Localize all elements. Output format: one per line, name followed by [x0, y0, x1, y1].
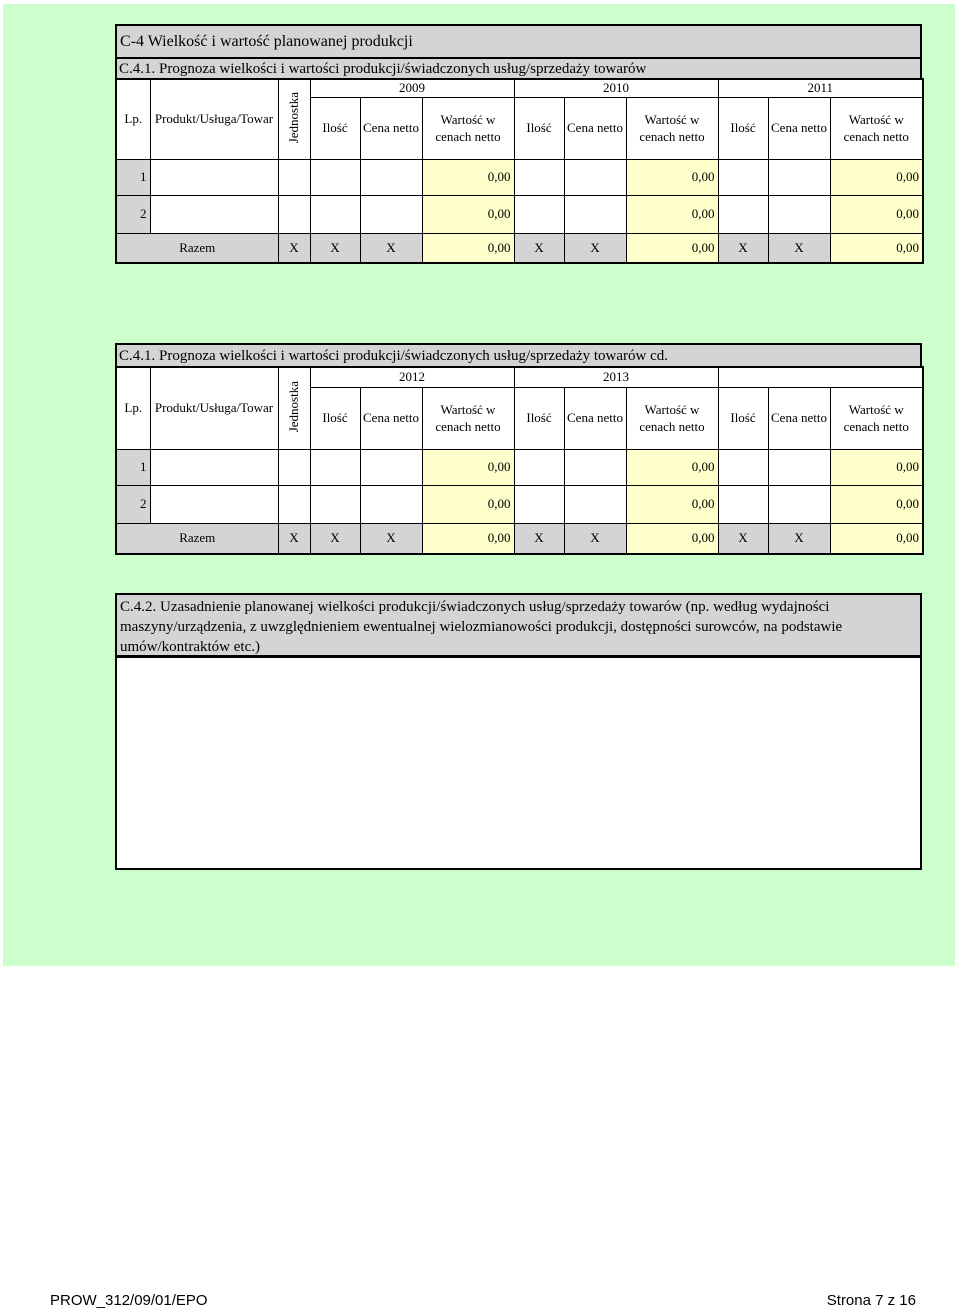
year-header: 2012 [310, 367, 514, 387]
header-lp-label: Lp. [124, 111, 143, 127]
x-cell: X [514, 523, 564, 554]
header-qty: Ilość [718, 387, 768, 449]
table2-title-text: C.4.1. Prognoza wielkości i wartości produkcji/świadczonych usług/sprzedaży towarów cd. [119, 348, 669, 364]
total-value: 0,00 [626, 523, 718, 554]
qty-input[interactable] [310, 485, 360, 523]
header-unit-label: Jednostka [286, 91, 301, 143]
header-qty: Ilość [718, 97, 768, 159]
header-value: Wartość w cenach netto [830, 97, 923, 159]
section-title [115, 24, 922, 57]
header-price: Cena netto [768, 97, 830, 159]
header-product [150, 79, 278, 159]
unit-input[interactable] [278, 449, 310, 485]
qty-input[interactable] [310, 449, 360, 485]
value-cell: 0,00 [626, 449, 718, 485]
table2-title [115, 343, 922, 367]
header-price: Cena netto [564, 387, 626, 449]
x-cell: X [768, 523, 830, 554]
header-qty: Ilość [310, 387, 360, 449]
total-value: 0,00 [830, 233, 923, 263]
justification-title-text: C.4.2. Uzasadnienie planowanej wielkości produkcji/świadczonych usług/sprzedaży towarów (np. według wydajności maszyny/urządzenia, z uwzględnieniem ewentualnej wielozmianowości produkcji, dostępności surowców, na podstawie umów/kontraktów etc.) [120, 599, 843, 655]
unit-input[interactable] [278, 485, 310, 523]
x-cell: X [310, 233, 360, 263]
value-cell: 0,00 [626, 195, 718, 233]
header-value: Wartość w cenach netto [626, 387, 718, 449]
qty-input[interactable] [514, 485, 564, 523]
forecast-table-1 [115, 78, 924, 264]
table1-title-text: C.4.1. Prognoza wielkości i wartości produkcji/świadczonych usług/sprzedaży towarów [119, 61, 647, 77]
header-price: Cena netto [360, 97, 422, 159]
header-price: Cena netto [360, 387, 422, 449]
header-unit [278, 79, 310, 159]
unit-input[interactable] [278, 195, 310, 233]
section-title-text: C-4 Wielkość i wartość planowanej produkcji [120, 33, 413, 50]
total-value: 0,00 [626, 233, 718, 263]
header-qty: Ilość [514, 97, 564, 159]
justification-textarea[interactable] [115, 656, 922, 870]
price-input[interactable] [360, 159, 422, 195]
footer-page-number: Strona 7 z 16 [826, 1292, 916, 1309]
table-row [116, 159, 923, 195]
price-input[interactable] [564, 485, 626, 523]
qty-input[interactable] [718, 485, 768, 523]
total-row [116, 523, 923, 554]
qty-input[interactable] [514, 449, 564, 485]
header-value: Wartość w cenach netto [830, 387, 923, 449]
price-input[interactable] [768, 195, 830, 233]
header-qty: Ilość [310, 97, 360, 159]
x-cell: X [360, 523, 422, 554]
row-lp: 1 [116, 449, 150, 485]
qty-input[interactable] [310, 159, 360, 195]
qty-input[interactable] [718, 195, 768, 233]
total-value: 0,00 [422, 233, 514, 263]
qty-input[interactable] [310, 195, 360, 233]
total-label: Razem [116, 523, 278, 554]
x-cell: X [278, 523, 310, 554]
value-cell: 0,00 [830, 195, 923, 233]
value-cell: 0,00 [422, 449, 514, 485]
row-lp: 2 [116, 485, 150, 523]
price-input[interactable] [768, 159, 830, 195]
justification-title [115, 593, 922, 657]
table-row [116, 485, 923, 523]
row-lp: 2 [116, 195, 150, 233]
header-product [150, 367, 278, 449]
x-cell: X [718, 523, 768, 554]
price-input[interactable] [768, 485, 830, 523]
table1-title [115, 57, 922, 79]
qty-input[interactable] [718, 159, 768, 195]
value-cell: 0,00 [422, 159, 514, 195]
value-cell: 0,00 [422, 195, 514, 233]
qty-input[interactable] [514, 159, 564, 195]
value-cell: 0,00 [830, 485, 923, 523]
header-value: Wartość w cenach netto [422, 387, 514, 449]
value-cell: 0,00 [626, 485, 718, 523]
table-row [116, 195, 923, 233]
value-cell: 0,00 [830, 159, 923, 195]
year-header-empty [718, 367, 923, 387]
value-cell: 0,00 [422, 485, 514, 523]
year-header: 2009 [310, 79, 514, 97]
header-unit-label: Jednostka [286, 380, 301, 432]
header-price: Cena netto [768, 387, 830, 449]
footer-document-code: PROW_312/09/01/EPO [50, 1292, 208, 1309]
price-input[interactable] [564, 195, 626, 233]
qty-input[interactable] [718, 449, 768, 485]
price-input[interactable] [360, 449, 422, 485]
header-lp [116, 367, 150, 449]
header-product-label: Produkt/Usługa/Towar [154, 400, 274, 416]
product-input[interactable] [150, 159, 278, 195]
header-product-label: Produkt/Usługa/Towar [154, 111, 274, 127]
value-cell: 0,00 [626, 159, 718, 195]
header-lp-label: Lp. [124, 400, 143, 416]
x-cell: X [564, 233, 626, 263]
row-lp: 1 [116, 159, 150, 195]
forecast-table-2 [115, 366, 924, 555]
header-price: Cena netto [564, 97, 626, 159]
x-cell: X [514, 233, 564, 263]
total-value: 0,00 [830, 523, 923, 554]
value-cell: 0,00 [830, 449, 923, 485]
total-label: Razem [116, 233, 278, 263]
header-value: Wartość w cenach netto [422, 97, 514, 159]
x-cell: X [310, 523, 360, 554]
year-header: 2011 [718, 79, 923, 97]
price-input[interactable] [360, 485, 422, 523]
total-row [116, 233, 923, 263]
x-cell: X [360, 233, 422, 263]
product-input[interactable] [150, 449, 278, 485]
price-input[interactable] [564, 159, 626, 195]
table-row [116, 449, 923, 485]
x-cell: X [278, 233, 310, 263]
x-cell: X [718, 233, 768, 263]
year-header: 2013 [514, 367, 718, 387]
product-input[interactable] [150, 485, 278, 523]
qty-input[interactable] [514, 195, 564, 233]
price-input[interactable] [564, 449, 626, 485]
x-cell: X [564, 523, 626, 554]
price-input[interactable] [768, 449, 830, 485]
unit-input[interactable] [278, 159, 310, 195]
header-unit [278, 367, 310, 449]
total-value: 0,00 [422, 523, 514, 554]
header-value: Wartość w cenach netto [626, 97, 718, 159]
x-cell: X [768, 233, 830, 263]
price-input[interactable] [360, 195, 422, 233]
header-qty: Ilość [514, 387, 564, 449]
year-header: 2010 [514, 79, 718, 97]
product-input[interactable] [150, 195, 278, 233]
header-lp [116, 79, 150, 159]
